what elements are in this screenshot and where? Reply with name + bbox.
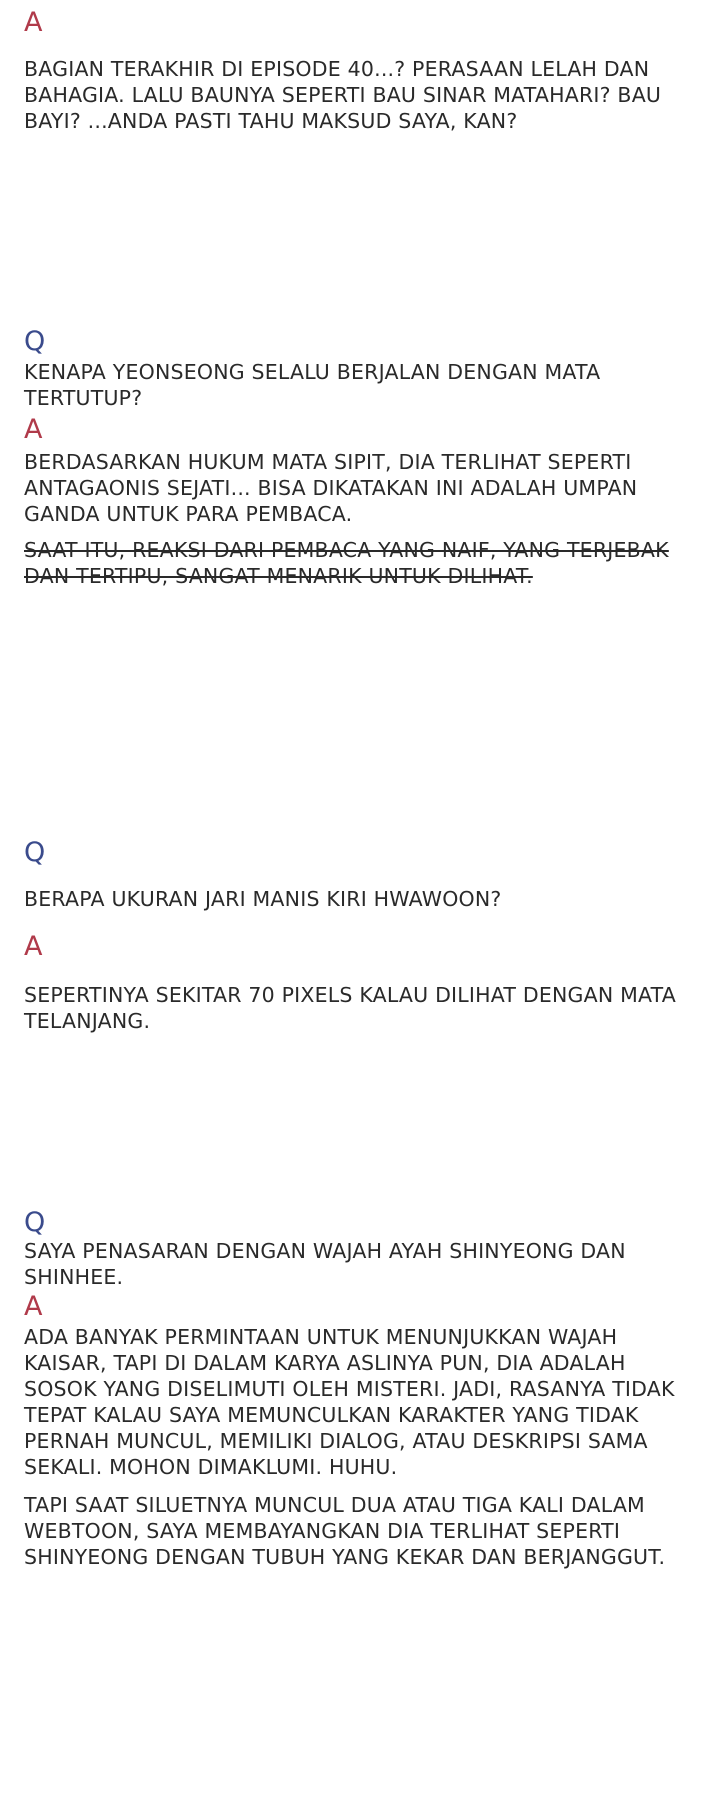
answer-label: A: [24, 414, 43, 445]
answer-text: SEPERTINYA SEKITAR 70 PIXELS KALAU DILIHAT DENGAN MATA TELANJANG.: [24, 983, 676, 1033]
qa-block-2: [24, 327, 684, 589]
answer-label: A: [24, 7, 43, 38]
question-text: SAYA PENASARAN DENGAN WAJAH AYAH SHINYEONG DAN SHINHEE.: [24, 1239, 626, 1289]
qa-block-4: [24, 1208, 684, 1570]
answer-text: BAGIAN TERAKHIR DI EPISODE 40...? PERASAAN LELAH DAN BAHAGIA. LALU BAUNYA SEPERTI BAU SINAR MATAHARI? BAU BAYI? ...ANDA PASTI TAHU MAKSUD SAYA, KAN?: [24, 57, 662, 133]
question-text: BERAPA UKURAN JARI MANIS KIRI HWAWOON?: [24, 887, 502, 911]
answer-struck-text: SAAT ITU, REAKSI DARI PEMBACA YANG NAIF, YANG TERJEBAK DAN TERTIPU, SANGAT MENARIK UNTUK DILIHAT.: [24, 538, 669, 588]
answer-label: A: [24, 931, 43, 962]
answer-label: A: [24, 1291, 43, 1322]
answer-text: BERDASARKAN HUKUM MATA SIPIT, DIA TERLIHAT SEPERTI ANTAGAONIS SEJATI... BISA DIKATAKAN INI ADALAH UMPAN GANDA UNTUK PARA PEMBACA.: [24, 450, 638, 526]
question-label: Q: [24, 837, 46, 868]
qa-block-1: [24, 8, 684, 134]
question-text: KENAPA YEONSEONG SELALU BERJALAN DENGAN MATA TERTUTUP?: [24, 360, 601, 410]
answer-text-2: TAPI SAAT SILUETNYA MUNCUL DUA ATAU TIGA KALI DALAM WEBTOON, SAYA MEMBAYANGKAN DIA TERLIHAT SEPERTI SHINYEONG DENGAN TUBUH YANG KEKAR DAN BERJANGGUT.: [24, 1493, 666, 1569]
answer-text: ADA BANYAK PERMINTAAN UNTUK MENUNJUKKAN WAJAH KAISAR, TAPI DI DALAM KARYA ASLINYA PUN, DIA ADALAH SOSOK YANG DISELIMUTI OLEH MISTERI. JADI, RASANYA TIDAK TEPAT KALAU SAYA MEMUNCULKAN KARAKTER YANG TIDAK PERNAH MUNCUL, MEMILIKI DIALOG, ATAU DESKRIPSI SAMA SEKALI. MOHON DIMAKLUMI. HUHU.: [24, 1325, 675, 1479]
question-label: Q: [24, 1207, 46, 1238]
question-label: Q: [24, 326, 46, 357]
qa-block-3: [24, 838, 684, 1034]
